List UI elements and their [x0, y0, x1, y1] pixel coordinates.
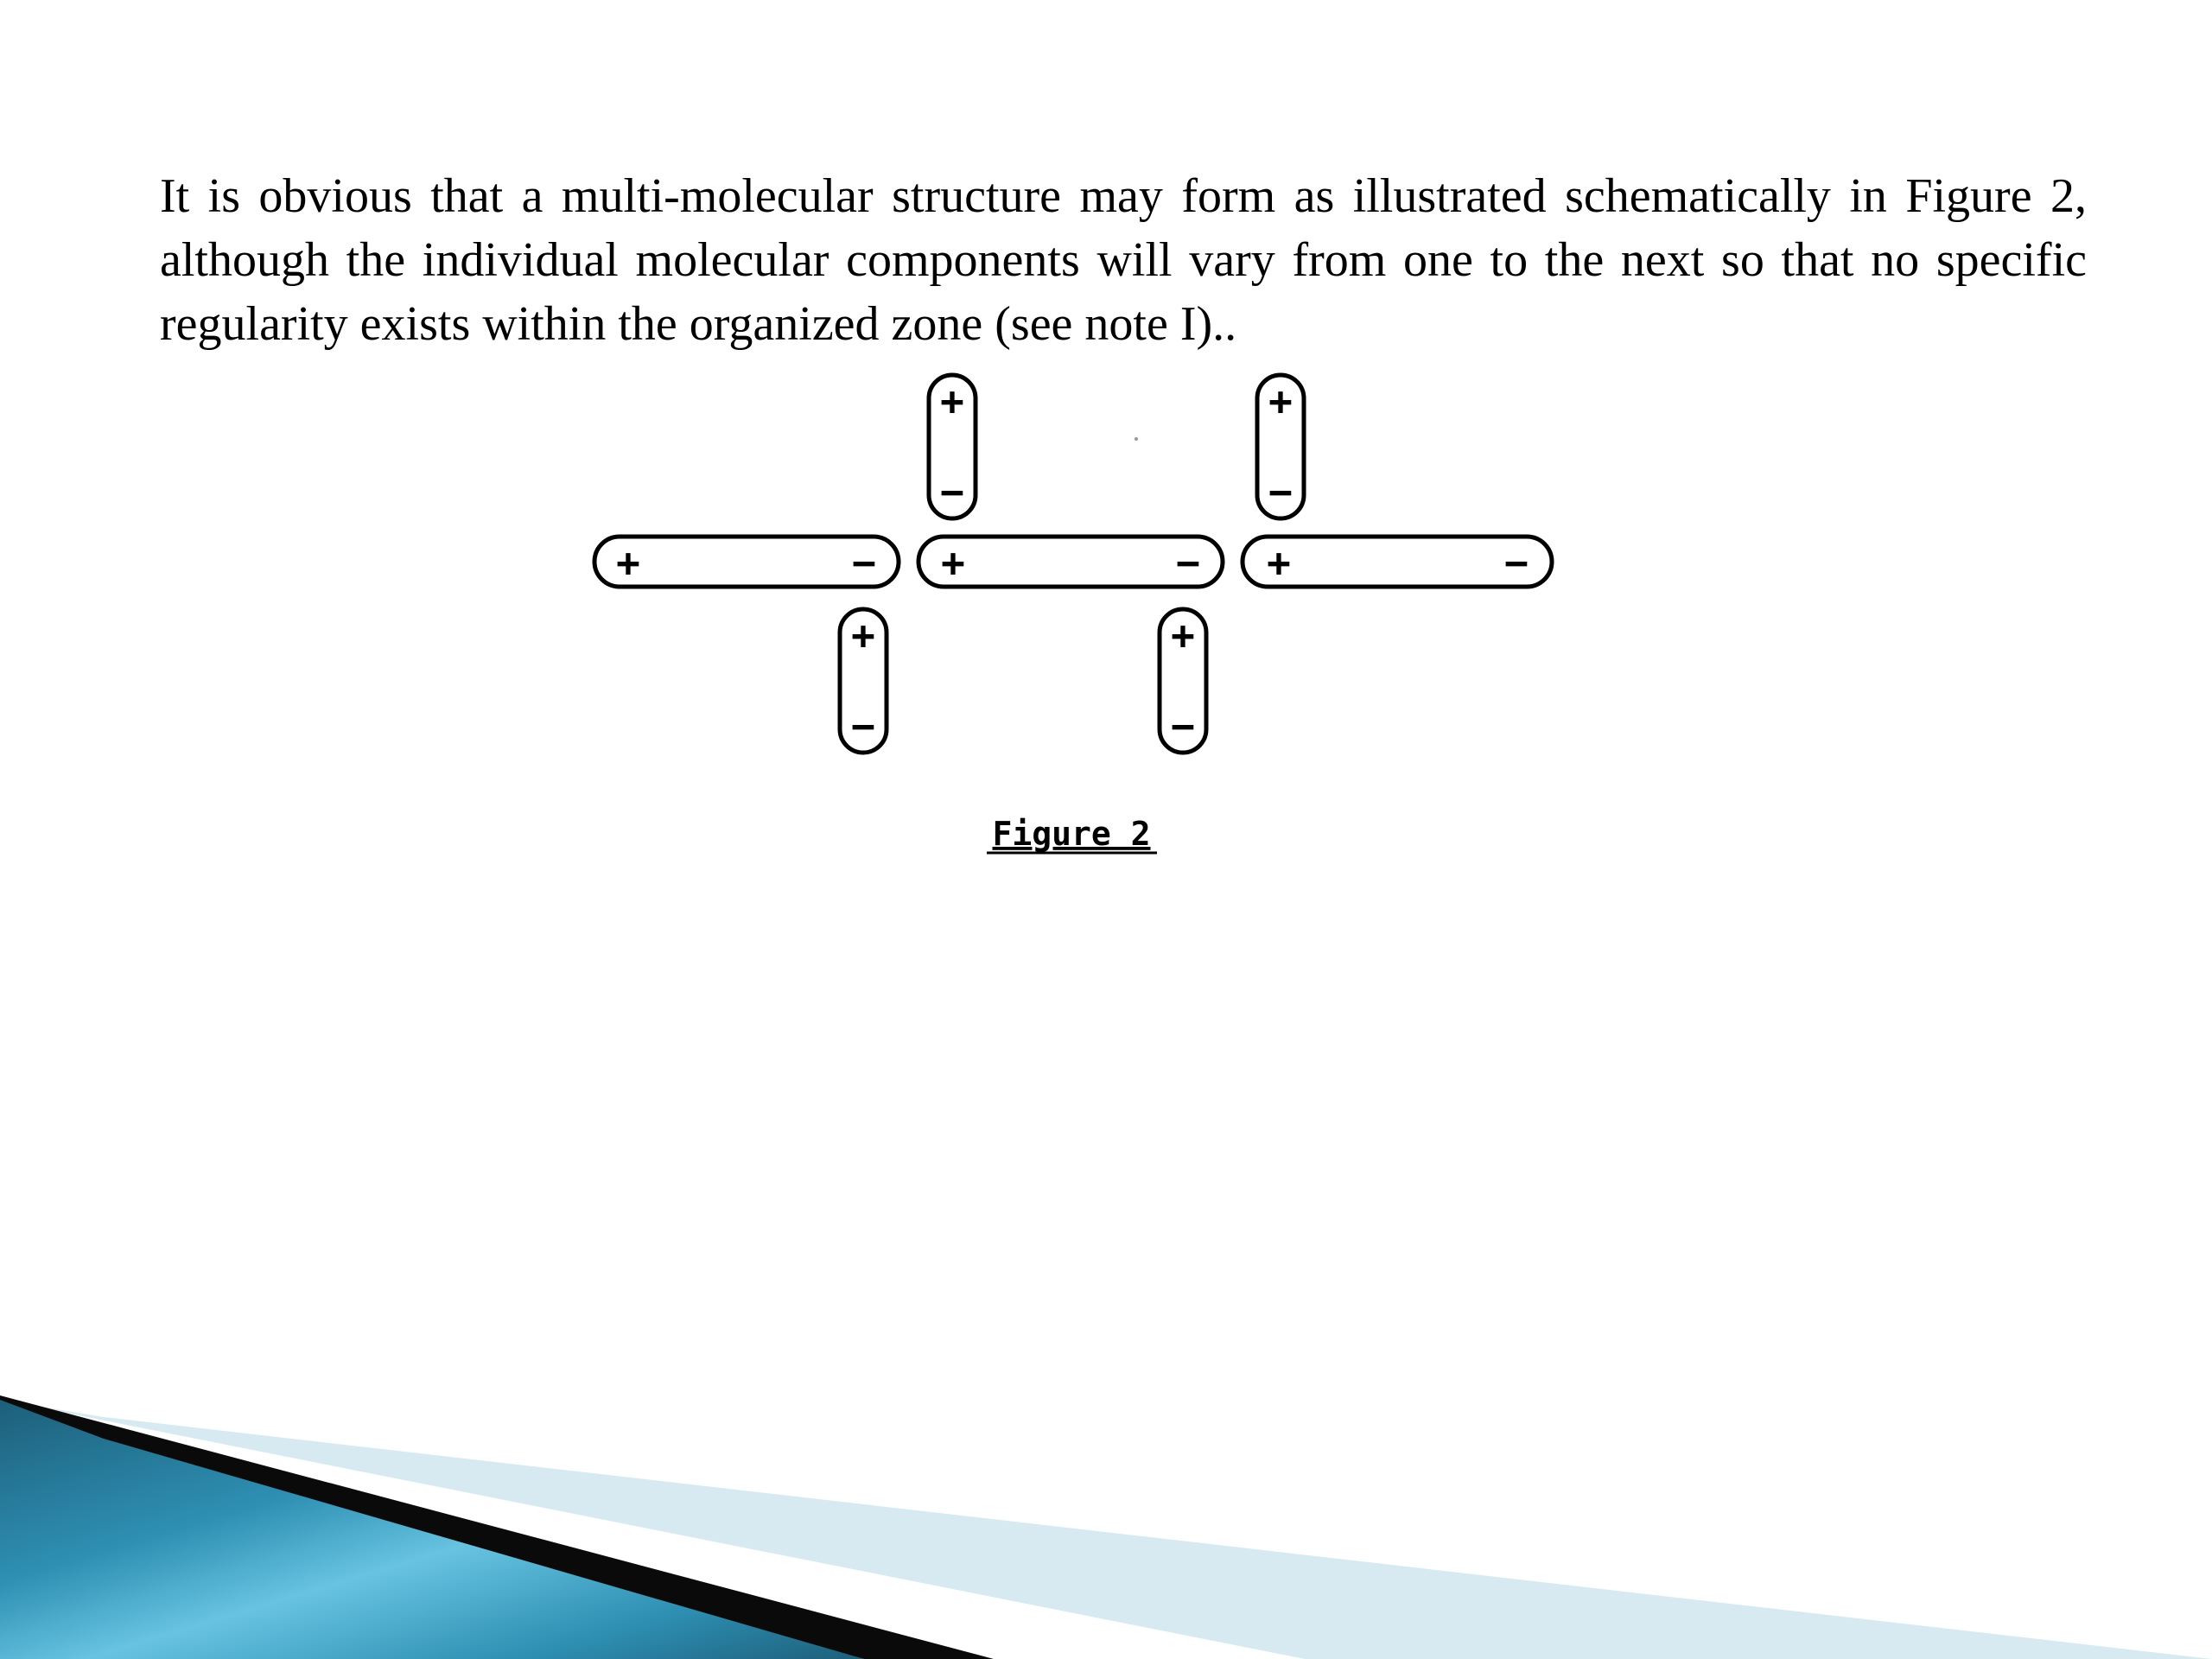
figure-caption: Figure 2	[992, 815, 1151, 853]
charge-minus-v3: −	[851, 702, 875, 749]
charge-plus-v2: +	[1268, 378, 1293, 424]
charge-minus-v2: −	[1268, 468, 1293, 515]
charge-minus-h3: −	[1504, 539, 1529, 586]
charge-plus-v1: +	[940, 378, 964, 424]
charge-minus-h2: −	[1176, 539, 1200, 586]
charge-plus-v3: +	[851, 612, 875, 658]
body-paragraph: It is obvious that a multi-molecular structure may form as illustrated schematically in Figure 2, although the individual molecular components will vary from one to the next so that no specific regularity exists within the organized zone (see note I)..	[160, 169, 2087, 351]
charge-plus-h3: +	[1267, 539, 1291, 586]
charge-minus-v4: −	[1171, 702, 1195, 749]
charge-minus-v1: −	[940, 468, 964, 515]
charge-plus-h1: +	[616, 539, 640, 586]
charge-plus-v4: +	[1171, 612, 1195, 658]
charge-plus-h2: +	[941, 539, 965, 586]
charge-minus-h1: −	[852, 539, 876, 586]
